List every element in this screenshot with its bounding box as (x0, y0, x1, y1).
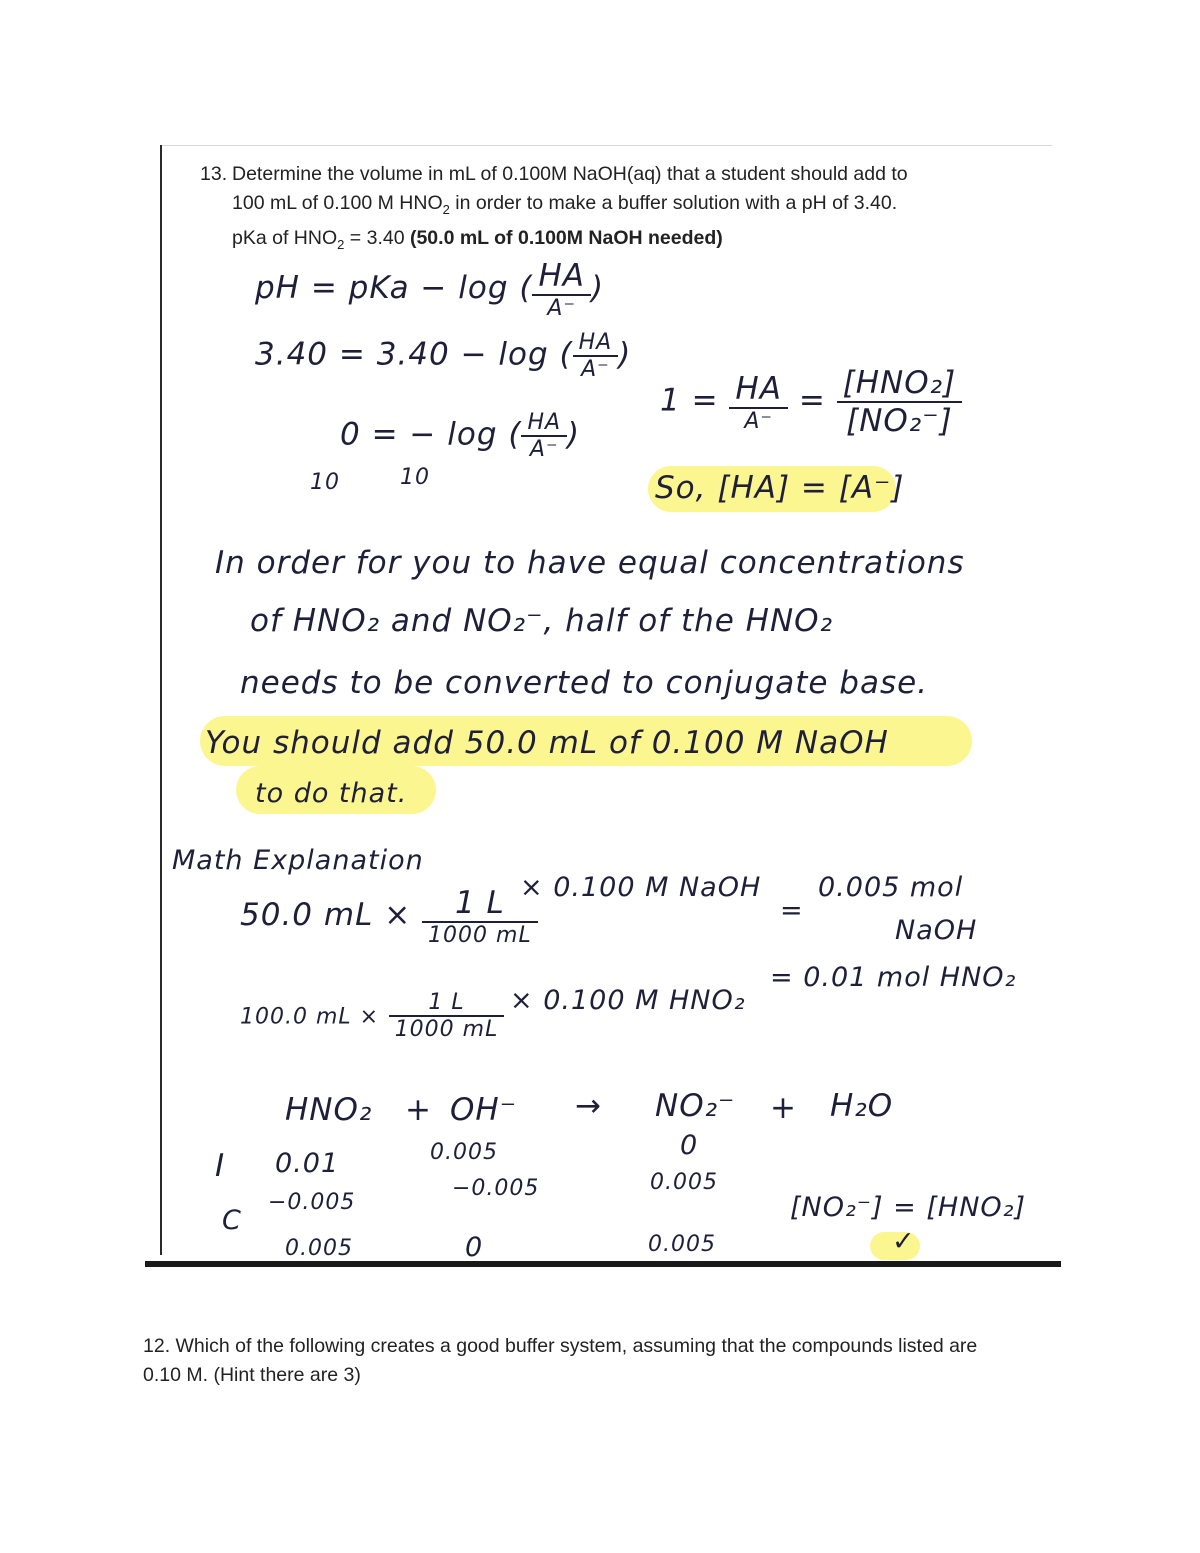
rx-hno2: HNO₂ (285, 1092, 373, 1128)
log-base-1: 10 (310, 470, 340, 495)
equation-substituted: 3.40 = 3.40 − log ( $\frac{HA}{A^-}$ ) (255, 330, 632, 382)
math-row2: 100.0 mL × $\frac{1 L}{1000 mL}$ (240, 990, 504, 1042)
q13-number: 13. (200, 163, 228, 185)
so-line: So, [HA] = [A⁻] (655, 470, 905, 506)
ice-c-oh: −0.005 (452, 1176, 540, 1201)
ice-i-no2: 0 (680, 1130, 699, 1161)
math-row1-res1: 0.005 mol (818, 872, 964, 903)
q13-line1: 13. Determine the volume in mL of 0.100M NaOH(aq) that a student should add to (200, 160, 908, 189)
equation-zero: 0 = − log ( $\frac{HA}{A^-}$ ) (340, 410, 581, 462)
ice-i-hno2: 0.01 (275, 1148, 340, 1179)
para-line5: to do that. (255, 778, 408, 809)
math-row1: 50.0 mL × $\frac{1 L}{1000 mL}$ (240, 885, 538, 948)
top-border (162, 145, 1052, 146)
question-12: 12. Which of the following creates a good buffer system, assuming that the compounds listed are 0.10 M. (Hint there are 3) (143, 1335, 978, 1386)
fraction-ha-a: $\frac{HA}{A^-}$ (532, 258, 591, 321)
bottom-border (145, 1261, 1061, 1267)
para-line2: of HNO₂ and NO₂⁻, half of the HNO₂ (250, 603, 833, 639)
ice-c-no2: 0.005 (650, 1170, 718, 1195)
ice-c-hno2: −0.005 (268, 1190, 356, 1215)
q13-line3: pKa of $HNO_2 = 3.40$ (50.0 mL of 0.100M NaOH needed) (232, 226, 723, 252)
math-row1-res2: NaOH (895, 915, 978, 946)
math-row2-res: = 0.01 mol HNO₂ (770, 962, 1017, 993)
math-row1-b: × 0.100 M NaOH (520, 872, 762, 903)
q13-line2: 100 mL of 0.100 M $HNO_2$ in order to make a buffer solution with a pH of 3.40. (232, 192, 898, 217)
ice-e-hno2: 0.005 (285, 1236, 353, 1261)
rx-no2: NO₂⁻ (655, 1088, 736, 1124)
ratio-equation: 1 = $\frac{HA}{A^-}$ = $\frac{\text{[HNO₂]}}{\text{[NO₂⁻]}}$ (660, 365, 962, 439)
rx-plus-2: + (770, 1090, 797, 1126)
ice-label-i: I (215, 1148, 226, 1184)
log-base-2: 10 (400, 465, 430, 490)
rx-h2o: H₂O (830, 1088, 894, 1124)
final-equality: [NO₂⁻] = [HNO₂] (790, 1192, 1027, 1223)
para-line4: You should add 50.0 mL of 0.100 M NaOH (205, 725, 889, 761)
para-line3: needs to be converted to conjugate base. (240, 665, 929, 701)
ice-i-oh: 0.005 (430, 1140, 498, 1165)
para-line1: In order for you to have equal concentrations (215, 545, 965, 581)
check-mark-icon: ✓ (892, 1226, 916, 1257)
q13-answer: (50.0 mL of 0.100M NaOH needed) (409, 226, 723, 249)
math-title: Math Explanation (172, 845, 424, 876)
ice-label-c: C (222, 1205, 242, 1236)
rx-oh: OH⁻ (450, 1092, 518, 1128)
math-row1-eq: = (780, 895, 804, 926)
question-13 (200, 160, 908, 259)
rx-plus-1: + (405, 1092, 432, 1128)
ice-e-oh: 0 (465, 1232, 484, 1263)
rx-arrow: → (575, 1088, 602, 1124)
ice-e-no2: 0.005 (648, 1232, 716, 1257)
math-row2-b: × 0.100 M HNO₂ (510, 985, 746, 1016)
left-border (160, 145, 162, 1255)
equation-henderson: pH = pKa − log ( $\frac{HA}{A^-}$ ) (255, 258, 605, 321)
